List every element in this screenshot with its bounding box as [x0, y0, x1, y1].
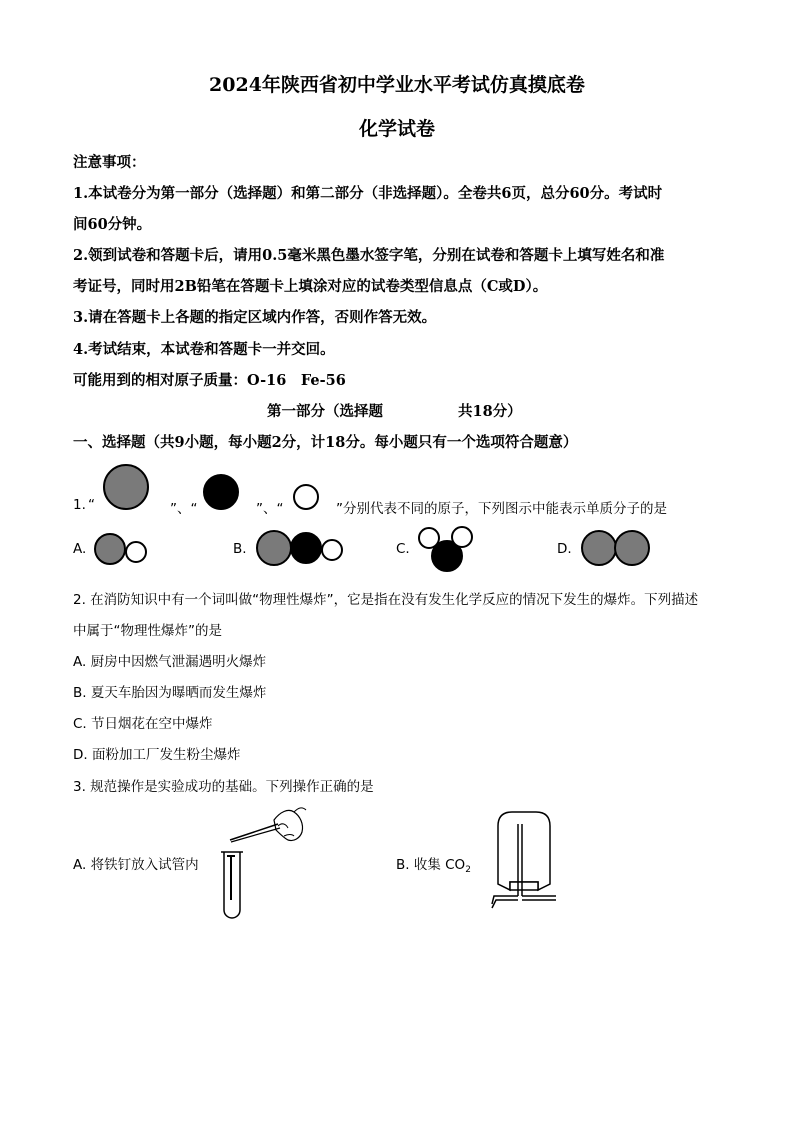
notice-heading: 注意事项：: [73, 154, 146, 171]
gray-atom-icon: [101, 462, 151, 512]
white-atom-icon: [291, 482, 321, 512]
q3-option-a: A. 将铁钉放入试管内: [73, 857, 199, 873]
q2-stem-line2: 中属于“物理性爆炸”的是: [73, 623, 222, 639]
q1-quote-1: “: [88, 497, 95, 513]
q2-option-a: A. 厨房中因燃气泄漏遇明火爆炸: [73, 654, 267, 670]
q2-option-c: C. 节日烟花在空中爆炸: [73, 716, 213, 732]
notice-item-4: 4.考试结束，本试卷和答题卡一并交回。: [73, 341, 335, 358]
exam-subtitle: 化学试卷: [358, 118, 435, 140]
q1-number: 1.: [73, 497, 86, 513]
notice-item-3: 3.请在答题卡上各题的指定区域内作答，否则作答无效。: [73, 309, 437, 326]
q1-quote-2: ”、“: [170, 501, 198, 517]
notice-item-2b: 考证号，同时用2B铅笔在答题卡上填涂对应的试卷类型信息点（C或D）。: [73, 278, 548, 295]
exam-title: 2024年陕西省初中学业水平考试仿真摸底卷: [209, 74, 585, 96]
notice-item-2a: 2.领到试卷和答题卡后，请用0.5毫米黑色墨水签字笔，分别在试卷和答题卡上填写姓名和准: [73, 247, 665, 264]
q3-stem: 3. 规范操作是实验成功的基础。下列操作正确的是: [73, 779, 374, 795]
part1-heading-left: 第一部分（选择题: [267, 403, 383, 420]
q1-quote-3: ”、“: [256, 501, 284, 517]
q1-option-a-label: A.: [73, 541, 87, 557]
q2-stem-line1: 2. 在消防知识中有一个词叫做“物理性爆炸”，它是指在没有发生化学反应的情况下发生的爆炸。下列描述: [73, 592, 699, 608]
notice-item-1a: 1.本试卷分为第一部分（选择题）和第二部分（非选择题）。全卷共6页，总分60分。考试时: [73, 185, 663, 202]
co2-subscript: 2: [465, 865, 471, 875]
part1-heading-right: 共18分）: [458, 403, 522, 420]
q1-option-c-molecule-icon: [417, 525, 475, 573]
notice-item-1b: 间60分钟。: [73, 216, 152, 233]
q2-option-d: D. 面粉加工厂发生粉尘爆炸: [73, 747, 241, 763]
q1-option-d-label: D.: [557, 541, 572, 557]
q1-option-c-label: C.: [396, 541, 410, 557]
atomic-mass-line: 可能用到的相对原子质量：O-16 Fe-56: [73, 372, 346, 389]
q1-stem: ”分别代表不同的原子，下列图示中能表示单质分子的是: [336, 501, 667, 517]
test-tube-tweezers-illustration: [214, 800, 314, 922]
q3-option-b-text: B. 收集 CO: [396, 857, 466, 873]
q1-option-a-molecule-icon: [92, 531, 150, 567]
black-atom-icon: [202, 473, 240, 511]
q1-option-d-molecule-icon: [579, 529, 653, 567]
q2-option-b: B. 夏天车胎因为曝晒而发生爆炸: [73, 685, 267, 701]
gas-collection-bottle-illustration: [490, 808, 560, 914]
section-heading: 一、选择题（共9小题，每小题2分，计18分。每小题只有一个选项符合题意）: [73, 434, 578, 451]
q1-option-b-molecule-icon: [254, 529, 346, 567]
q3-option-b: [396, 853, 471, 875]
q1-option-b-label: B.: [233, 541, 247, 557]
